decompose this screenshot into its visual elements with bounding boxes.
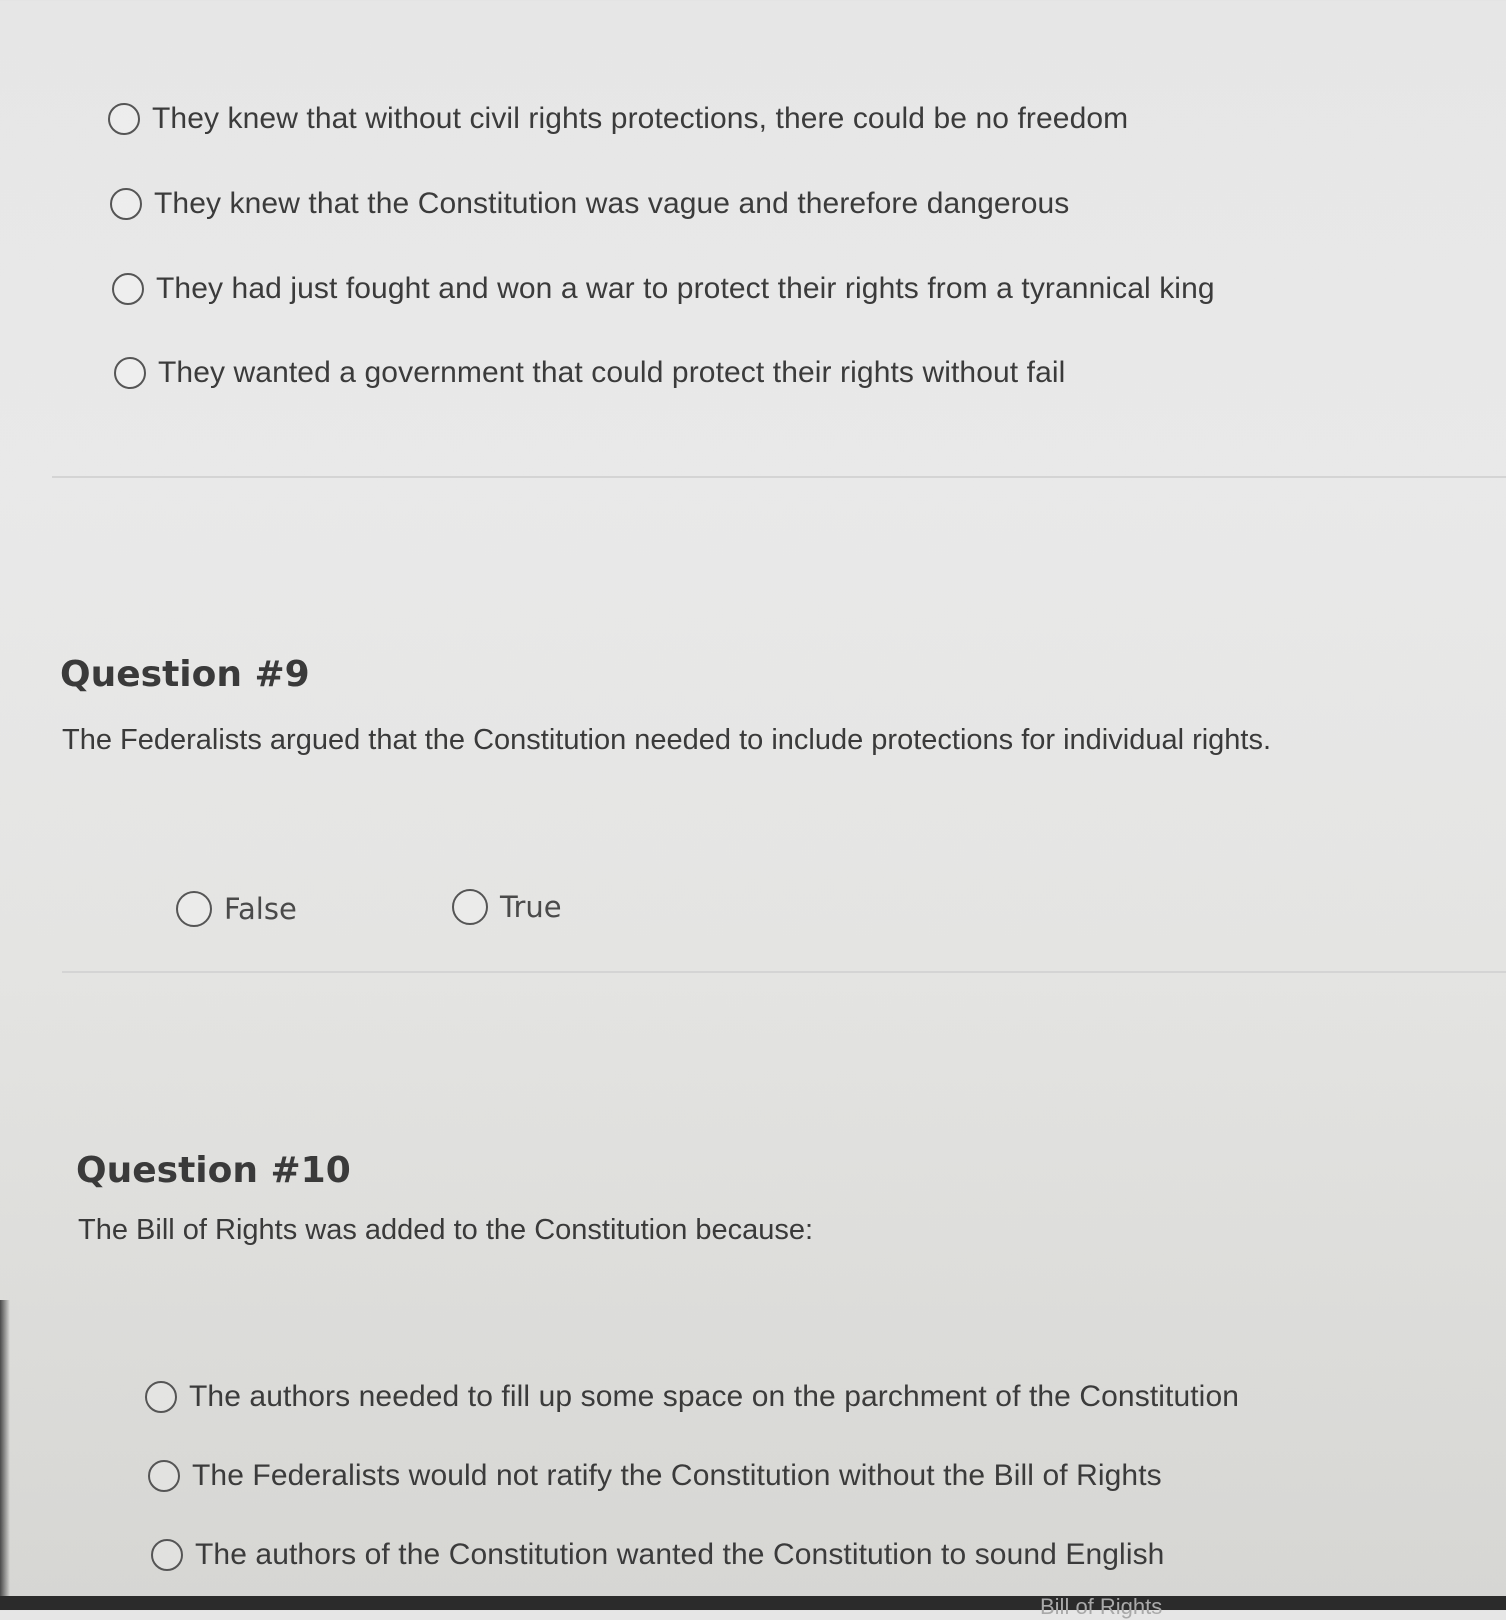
screen-edge-shadow	[0, 1300, 10, 1610]
question-10-prompt: The Bill of Rights was added to the Constitution because:	[78, 1214, 814, 1246]
option-label: They knew that the Constitution was vague and therefore dangerous	[154, 187, 1070, 220]
question-9-heading: Question #9	[60, 654, 310, 695]
q8-option-3[interactable]	[112, 272, 1215, 306]
cut-off-option-text	[1040, 1594, 1162, 1604]
radio-button[interactable]	[114, 357, 146, 389]
option-label: They wanted a government that could protect their rights without fail	[158, 356, 1066, 389]
q10-option-1[interactable]	[145, 1380, 1239, 1414]
radio-button[interactable]	[151, 1539, 183, 1571]
q8-option-4[interactable]	[114, 356, 1065, 390]
q9-option-false[interactable]	[176, 891, 297, 927]
radio-button[interactable]	[110, 188, 142, 220]
question-9-prompt: The Federalists argued that the Constitution needed to include protections for individual rights.	[62, 724, 1272, 756]
radio-button[interactable]	[108, 103, 140, 135]
question-10-heading: Question #10	[76, 1150, 351, 1191]
radio-button[interactable]	[452, 889, 488, 925]
q10-option-2[interactable]	[148, 1459, 1162, 1493]
question-divider	[52, 476, 1506, 478]
option-label: False	[224, 892, 297, 926]
q8-option-1[interactable]	[108, 102, 1128, 136]
option-label: They had just fought and won a war to protect their rights from a tyrannical king	[156, 272, 1215, 305]
option-label: They knew that without civil rights protections, there could be no freedom	[152, 102, 1129, 135]
option-label: True	[500, 890, 562, 924]
q9-option-true[interactable]	[452, 889, 562, 925]
radio-button[interactable]	[176, 891, 212, 927]
q10-option-3[interactable]	[151, 1538, 1164, 1572]
option-label: The authors of the Constitution wanted the Constitution to sound English	[195, 1538, 1165, 1571]
radio-button[interactable]	[145, 1381, 177, 1413]
option-label: The authors needed to fill up some space on the parchment of the Constitution	[189, 1380, 1240, 1413]
q8-option-2[interactable]	[110, 187, 1069, 221]
option-label: The Federalists would not ratify the Constitution without the Bill of Rights	[192, 1459, 1162, 1492]
radio-button[interactable]	[148, 1460, 180, 1492]
screen-bezel	[0, 1596, 1506, 1610]
radio-button[interactable]	[112, 273, 144, 305]
question-divider	[62, 971, 1506, 973]
